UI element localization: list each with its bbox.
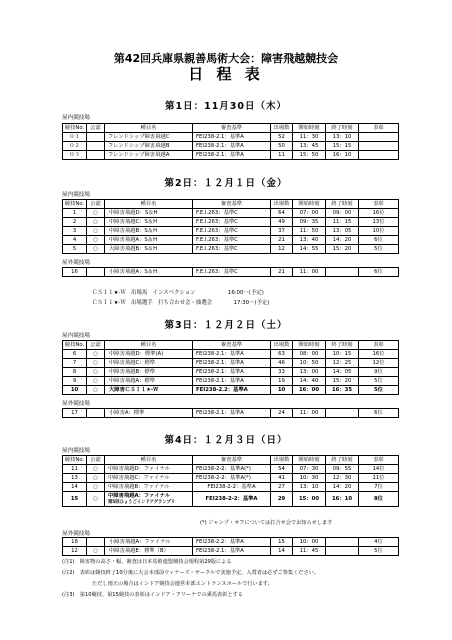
cell: ○ [87,359,105,368]
cell: ○ [87,386,105,395]
cell: 33 [271,368,293,377]
table-row [63,547,399,556]
day4-heading: 第4日：１２月３日（日） [164,435,288,446]
cell: 63 [271,350,293,359]
cell: F.E.I.263：基準C [193,227,271,236]
cell: 15 [271,538,293,547]
cell: 11：00 [293,409,326,418]
cell: ０３ [63,151,87,160]
day3-venue-indoor: 屋内競技場 [62,333,90,339]
col-header: 審査基準 [193,456,271,465]
col-header: 出場数 [271,341,293,350]
cell: 27 [271,483,293,492]
day2-outdoor-table [62,267,399,277]
cell: FEI238-2.1：基準A [193,350,271,359]
cell: 6 [63,350,87,359]
cell: 10 [63,386,87,395]
cell: FEI238-2.2：基準A [193,386,271,395]
cell [359,142,399,151]
cell: 29 [271,492,293,507]
cell: 中障害飛越A：標準 [105,377,193,386]
col-header: 公認 [87,200,105,209]
cell: 9位 [359,368,399,377]
table-row [63,218,399,227]
col-header: 出場数 [271,124,293,133]
cell: 中障害飛越E：標準（B） [105,547,193,556]
col-header: 表彰 [359,200,399,209]
cell: 10：30 [293,474,326,483]
cell: 11位 [359,474,399,483]
cell: フレンドシップ障害飛越A [105,151,193,160]
cell: 50 [271,142,293,151]
note-2: (注2) 表彰は競技終了10分後に大会本部前ウィナーズ・サークルで実施予定。入賞者は必ずご参集ください。 [62,570,320,576]
cell: 14：05 [326,368,359,377]
cell: 46 [271,359,293,368]
cell: 09：00 [326,209,359,218]
cell: 21 [271,236,293,245]
cell: FEI238-2-2：基準A [193,483,271,492]
cell: ○ [87,483,105,492]
cell: 中障害飛越C：ファイナル [105,474,193,483]
cell: 中障害飛越D：S＆H [105,209,193,218]
table-row [63,492,399,507]
cell: 大障害ＣＳＩ１★-Ｗ [105,386,193,395]
table-row [63,368,399,377]
cell: 24 [271,409,293,418]
table-row [63,386,399,395]
table-row [63,209,399,218]
cell: FEI238-2.1：基準A [193,377,271,386]
col-header: 終了時刻 [326,200,359,209]
document-title: 第42回兵庫県親善馬術大会：障害飛越競技会 [113,52,339,65]
col-header: 種目名 [105,341,193,350]
table-row [63,359,399,368]
col-header: 競技No. [63,124,87,133]
cell: 54 [271,465,293,474]
note-1: (注1) 障害物の高さ・幅、審査は日本馬術連盟競技会規程第29版による [62,559,232,565]
col-header: 種目名 [105,456,193,465]
cell: 中障害飛越B：標準 [105,368,193,377]
cell [87,409,105,418]
cell: 14：40 [293,377,326,386]
document-subtitle: 日 程 表 [188,65,264,83]
cell: 8 [63,368,87,377]
note-3: (注3) 第10競技、第15競技の表彰はインドア・アリーナでの乗馬表彰とする [62,592,243,598]
cell [105,492,193,507]
cell: 14：20 [326,236,359,245]
day4-venue-indoor: 屋内競技場 [62,448,90,454]
table-row [63,133,399,142]
col-header: 終了時刻 [326,124,359,133]
cell: 17 [63,409,87,418]
inspection-info: ＣＳＩ１★-Ｗ 出場馬 インスペクション 16:00～(予定) [92,290,264,296]
col-header: 出場数 [271,200,293,209]
cell: ○ [87,465,105,474]
cell: F.E.I.263：基準C [193,245,271,254]
day1-heading: 第1日：11月30日（木） [164,101,288,112]
cell: 大障害飛越B：S＆H [105,245,193,254]
cell: ○ [87,368,105,377]
day3-heading: 第3日：１２月２日（土） [164,320,288,331]
cell [326,268,359,277]
table-row [63,268,399,277]
cell: ○ [87,218,105,227]
cell: ○ [87,245,105,254]
day1-indoor-table [62,123,399,160]
cell: 15：50 [293,151,326,160]
cell: 14位 [359,465,399,474]
cell: FEI238-2-2：基準A [193,492,271,507]
cell: 13：40 [293,236,326,245]
cell: 11：50 [293,227,326,236]
cell: 6位 [359,268,399,277]
cell: 14 [63,483,87,492]
cell: 中障害飛越D：ファイナル [105,465,193,474]
cell: 9 [63,377,87,386]
cell [87,268,105,277]
cell: 21 [271,268,293,277]
cell: ○ [87,547,105,556]
col-header: 開始時刻 [293,341,326,350]
cell: ０１ [63,133,87,142]
table-header-row [63,456,399,465]
cell: 07：30 [293,465,326,474]
cell: 15 [63,492,87,507]
cell: 09：35 [293,218,326,227]
cell [87,133,105,142]
cell: 11 [63,465,87,474]
cell: ○ [87,492,105,507]
col-header: 終了時刻 [326,456,359,465]
cell: 16：10 [326,151,359,160]
cell [87,538,105,547]
note-2-continued: ただし雨天の場合はインドア競技会運営本部エントランスホールで行います。 [92,581,273,587]
cell: ○ [87,377,105,386]
cell: 小障害飛越A：ファイナル [105,538,193,547]
cell: 37 [271,227,293,236]
col-header: 競技No. [63,341,87,350]
cell: 10：15 [326,350,359,359]
cell: 16位 [359,209,399,218]
cell [359,151,399,160]
cell: 49 [271,218,293,227]
cell: 12 [63,547,87,556]
cell: 10：50 [293,359,326,368]
day2-heading: 第2日：１２月１日（金） [164,178,288,189]
cell: ○ [87,350,105,359]
col-header: 表彰 [359,124,399,133]
cell: 12：30 [326,474,359,483]
cell: 11：45 [293,547,326,556]
day2-indoor-table [62,199,399,254]
cell [87,151,105,160]
cell: 15：20 [326,245,359,254]
cell: 12：25 [326,359,359,368]
cell: ０２ [63,142,87,151]
cell: フレンドシップ障害飛越C [105,133,193,142]
col-header: 開始時刻 [293,200,326,209]
day4-outdoor-table [62,537,399,556]
day4-venue-outdoor: 屋外競技場 [62,531,90,537]
cell: 11：30 [293,133,326,142]
table-row [63,377,399,386]
cell: 13：10 [326,133,359,142]
col-header: 種目名 [105,200,193,209]
cell: FEI238-2.1：基準A [193,142,271,151]
cell: ○ [87,474,105,483]
cell: FEI238-2.1：基準A [193,359,271,368]
table-row [63,409,399,418]
cell: 7 [63,359,87,368]
cell: 15：20 [326,377,359,386]
cell: ○ [87,227,105,236]
cell: 14：55 [293,245,326,254]
cell: 07：00 [293,209,326,218]
day3-outdoor-table [62,408,399,418]
cell: F.E.I.263：基準C [193,268,271,277]
cell: 中障害飛越A：S＆H [105,236,193,245]
cell: 小障害A：標準 [105,409,193,418]
day3-venue-outdoor: 屋外競技場 [62,401,90,407]
meeting-info: ＣＳＩ１★-Ｗ 出場選手 打ち合わせ会・抽選会 17:30～(予定) [92,300,270,306]
cell [326,538,359,547]
cell: 6位 [359,409,399,418]
cell: 19 [271,377,293,386]
cell: 14 [271,547,293,556]
cell: FEI238-2.1：基準A [193,151,271,160]
day2-venue-outdoor: 屋外競技場 [62,260,90,266]
cell: 6位 [359,236,399,245]
cell: 16：10 [326,492,359,507]
cell: フレンドシップ障害飛越B [105,142,193,151]
cell: 12 [271,245,293,254]
cell: FEI238-2-2：基準A(*) [193,465,271,474]
col-header: 終了時刻 [326,341,359,350]
cell: 13：05 [326,227,359,236]
col-header: 公認 [87,341,105,350]
cell: ○ [87,209,105,218]
cell: 64 [271,209,293,218]
jump-off-note: (*) ジャンプ・オフについては打合せ会でお知らせします [200,520,333,526]
day3-indoor-table [62,340,399,395]
table-header-row [63,124,399,133]
cell: ○ [87,236,105,245]
cell: 1 [63,209,87,218]
table-row [63,151,399,160]
cell: 中障害飛越D：標準(A) [105,350,193,359]
col-header: 公認 [87,124,105,133]
col-header: 競技No. [63,456,87,465]
cell: 3 [63,227,87,236]
cell: FEI238-2.1：基準A [193,409,271,418]
day4-indoor-table [62,455,399,507]
cell: 5位 [359,386,399,395]
cell: 5位 [359,547,399,556]
day1-venue-indoor: 屋内競技場 [62,115,90,121]
cell: 16位 [359,350,399,359]
table-row [63,474,399,483]
table-row [63,236,399,245]
cell: 11：15 [326,218,359,227]
col-header: 開始時刻 [293,456,326,465]
cell: 13位 [359,218,399,227]
table-header-row [63,200,399,209]
cell: 中障害飛越C：標準 [105,359,193,368]
cell: 中障害飛越C：S＆H [105,218,193,227]
cell: 11 [271,151,293,160]
col-header: 出場数 [271,456,293,465]
cell: FEI238-2.1：基準A [193,133,271,142]
cell: 16：00 [293,386,326,395]
cell: F.E.I.263：基準C [193,236,271,245]
cell: 8位 [359,492,399,507]
cell: 18 [63,538,87,547]
cell: F.E.I.263：基準C [193,209,271,218]
col-header: 種目名 [105,124,193,133]
cell [326,409,359,418]
cell: 5位 [359,377,399,386]
cell [87,142,105,151]
cell: FEI238-2.1：基準A [193,547,271,556]
cell: F.E.I.263：基準C [193,218,271,227]
table-row [63,465,399,474]
cell: FEI238-2-2：基準A(*) [193,474,271,483]
cell: 5位 [359,245,399,254]
event-subtitle: 第5回ひょうごインドアグランプリ [108,500,176,505]
cell: 15：15 [326,142,359,151]
cell: 中障害飛越B：ファイナル [105,483,193,492]
cell: 15：00 [293,492,326,507]
table-row [63,245,399,254]
cell: 16 [63,268,87,277]
cell: 13：45 [293,142,326,151]
cell: 小障害飛越A：S＆H [105,268,193,277]
table-row [63,483,399,492]
cell: FEI238-2.2：基準A [193,538,271,547]
col-header: 審査基準 [193,124,271,133]
col-header: 公認 [87,456,105,465]
cell: 52 [271,133,293,142]
cell: 12位 [359,359,399,368]
table-row [63,350,399,359]
col-header: 競技No. [63,200,87,209]
cell: 4 [63,236,87,245]
cell: 中障害飛越B：S＆H [105,227,193,236]
col-header: 表彰 [359,341,399,350]
cell [359,133,399,142]
cell: FEI238-2.1：基準A [193,368,271,377]
cell: 08：00 [293,350,326,359]
cell: 14：20 [326,483,359,492]
cell: 5 [63,245,87,254]
cell: 11：00 [293,268,326,277]
cell: 13 [63,474,87,483]
cell: 4位 [359,538,399,547]
cell: 7位 [359,483,399,492]
cell: 16：35 [326,386,359,395]
cell: 2 [63,218,87,227]
col-header: 審査基準 [193,341,271,350]
cell: 10：00 [293,538,326,547]
cell: 10位 [359,227,399,236]
table-header-row [63,341,399,350]
day2-venue-indoor: 屋内競技場 [62,192,90,198]
cell: 09：55 [326,465,359,474]
table-row [63,227,399,236]
col-header: 審査基準 [193,200,271,209]
cell: 10 [271,386,293,395]
cell: 41 [271,474,293,483]
col-header: 開始時刻 [293,124,326,133]
cell: 13：10 [293,483,326,492]
col-header: 表彰 [359,456,399,465]
table-row [63,538,399,547]
table-row [63,142,399,151]
cell [326,547,359,556]
cell: 13：00 [293,368,326,377]
event-name: 中障害飛越A：ファイナル [108,493,170,499]
